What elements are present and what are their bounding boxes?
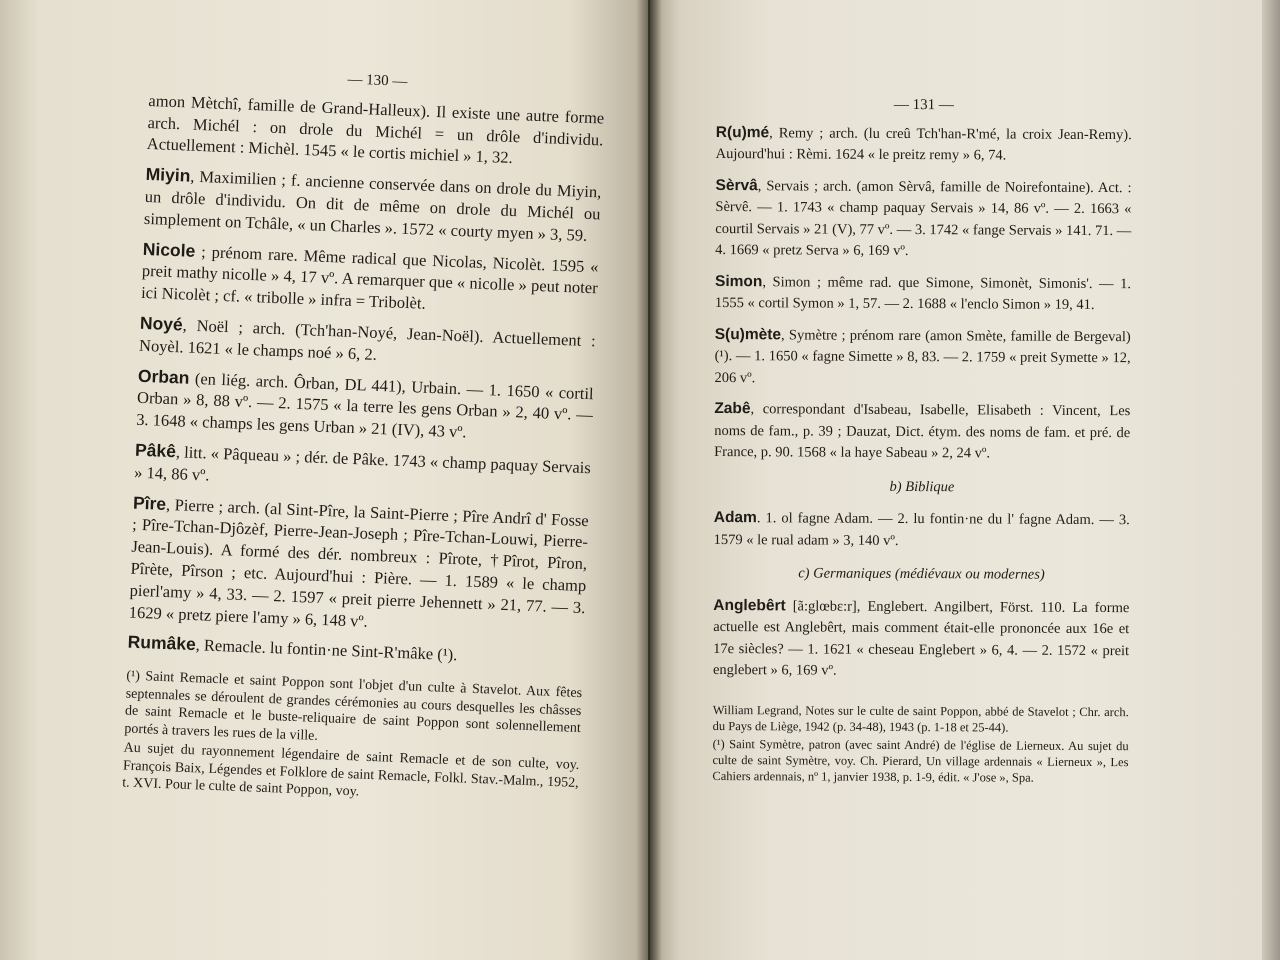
right-footnotes [712,701,1128,785]
entry-headword: S(u)mète [714,325,782,343]
entry-text: , Simon ; même rad. que Simone, Simonèt, Simonis'. — 1. 1555 « cortil Symon » 1, 57. — 2. 1688 « l'enclo Simon » 19, 41. [714,273,1132,313]
entry-headword: Anglebêrt [713,596,786,614]
entry [146,90,604,173]
entry [136,365,594,448]
entry-text: , Symètre ; prénom rare (amon Smète, famille de Bergeval) (¹). — 1. 1650 « fagne Simette » 8, 83. — 2. 1759 « preit Symette » 12, 206 vº. [714,326,1131,386]
entry [128,492,589,640]
entry [715,174,1131,263]
entry-headword: Nicole [142,238,196,261]
entry-text: , correspondant d'Isabeau, Isabelle, Elisabeth : Vincent, Les noms de fam., p. 39 ; Dauzat, Dict. étym. des noms de fam. et pré. de France, p. 90. 1568 « la haye Sabeau » 2, 24 vº. [714,401,1131,462]
entry [713,594,1129,683]
entry-text: , litt. « Pâqueau » ; dér. de Pâke. 1743 « champ paquay Servais » 14, 86 vº. [133,442,592,485]
entry [714,507,1130,553]
entry-text: ; prénom rare. Même radical que Nicolas, Nicolèt. 1595 « preit mathy nicolle » 4, 17 vº. A remarquer que « nicolle » peut noter ici Nicolèt ; cf. « tribolle » infra = Tribolèt. [140,241,599,313]
entry-text: amon Mètchî, famille de Grand-Halleux). Il existe une autre forme arch. Michél : on drole du Michél = un drôle d'individu. Actuellement : Michèl. 1545 « le cortis michiel » 1, 32. [146,90,605,168]
entry [715,270,1131,316]
right-text-column [712,94,1132,788]
entry-text: , Remacle. lu fontin·ne Sint-R'mâke (¹). [195,635,458,665]
entry-headword: Adam [713,508,757,527]
footnote: Au sujet du rayonnement légendaire de saint Remacle et de son culte, voy. François Baix, Légendes et Folklore de saint Remacle, Folkl. Stav.-Malm., 1952, t. XVI. Pour le culte de saint Poppon, voy. [122,740,580,800]
footnote: (¹) Saint Symètre, patron (avec saint André) de l'église de Lierneux. Au sujet du culte de saint Symètre, voy. Ch. Pierard, Un village ardennais « Lierneux », Les Cahiers ardennais, nº 1, janvier 1938, p. 1-9, édit. « J'ose », Spa. [712,736,1129,785]
entry-headword: Orban [137,365,190,388]
left-page-number: — 130 — [347,71,408,90]
entry-text: , Noël ; arch. (Tch'han-Noyé, Jean-Noël). Actuellement : Noyèl. 1621 « le champs noé » 6, 2. [138,315,596,364]
entry-headword: Rumâke [127,631,197,655]
entry-headword: Pîre [132,492,167,514]
entry-text: , Remy ; arch. (lu creû Tch'han-R'mé, la croix Jean-Remy). Aujourd'hui : Rèmi. 1624 « le preitz remy » 6, 74. [715,124,1132,164]
entry-headword: Pâkê [134,439,177,462]
entry [141,238,599,321]
footnote: (¹) Saint Remacle et saint Poppon sont l'objet d'un culte à Stavelot. Aux fêtes septennales se déroulent de grandes cérémonies au cours desquelles les châsses de saint Remacle et le buste-reliquaire de saint Poppon sont solennellement portés à travers les rues de la ville. [124,668,583,744]
entry-text: , Maximilien ; f. ancienne conservée dans on drole du Miyin, un drôle d'individu. On dit de même on drole du Michél ou simplement on Tchâle, « un Charles ». 1572 « courty myen » 3, 59. [143,166,602,245]
entry [134,440,591,501]
footnote: William Legrand, Notes sur le culte de saint Poppon, abbé de Stavelot ; Chr. arch. du Pays de Liège, 1942 (p. 34-48), 1943 (p. 1-18 et 25-44). [712,702,1129,735]
entry-text: , Servais ; arch. (amon Sèrvâ, famille de Noirefontaine). Act. : Sèrvê. — 1. 1743 « champ paquay Servais » 14, 86 vº. — 2. 1663 « courtil Servais » 21 (V), 77 vº. — 3. 1742 « fange Servais » 141. 71. — 4. 1669 « pretz Serva » 6, 169 vº. [715,177,1132,260]
entry-headword: R(u)mé [715,123,770,141]
entry [714,323,1130,391]
entry-headword: Miyin [145,164,191,186]
left-footnotes [122,668,582,810]
entry [716,121,1132,167]
entry-text: . 1. ol fagne Adam. — 2. lu fontin·ne du l' fagne Adam. — 3. 1579 « le rual adam » 3, 140 vº. [713,510,1130,549]
entry-headword: Zabê [714,399,751,418]
right-page-number: — 131 — [893,96,954,114]
entry-headword: Sèrvâ [715,176,758,194]
entry [144,164,602,247]
entry [714,398,1130,466]
book-gutter-shadow [636,0,662,960]
left-text-column [122,62,606,812]
page-edge [1262,0,1280,960]
entry-headword: Noyé [139,312,184,335]
entry-text: [ã:glœbɛ:r], Englebert. Angilbert, Först. 110. La forme actuelle est Anglebêrt, mais comment était-elle prononcée aux 16e et 17e siècles? — 1. 1621 « cheseau Englebert » 6, 4. — 2. 1572 « preit englebert » 6, 169 vº. [712,597,1130,679]
entry-text: (en liég. arch. Ôrban, DL 441), Urbain. — 1. 1650 « cortil Orban » 8, 88 vº. — 2. 1575 « la terre les gens Orban » 2, 40 vº. — 3. 1648 « champs les gens Urban » 21 (IV), 43 vº. [135,368,594,442]
section-heading-biblique: b) Biblique [889,478,955,495]
section-heading-germaniques: c) Germaniques (médiévaux ou modernes) [798,565,1045,583]
entry-headword: Simon [714,272,763,290]
entry-text: , Pierre ; arch. (al Sint-Pîre, la Saint-Pierre ; Pîre Andrî d' Fosse ; Pîre-Tchan-Djôzèf, Pierre-Jean-Joseph ; Pîre-Tchan-Louwi, Pierre-Jean-Louis). A formé des dér. nombreux : Pîrote, †Pîrot, Pîron, Pîrète, Pîrson ; etc. Aujourd'hui : Pière. — 1. 1589 « le champ pierl'amy » 4, 33. — 2. 1597 « preit pierre Jehennett » 21, 77. — 3. 1629 « pretz piere l'amy » 6, 148 vº. [128,494,590,631]
entry [139,313,596,374]
